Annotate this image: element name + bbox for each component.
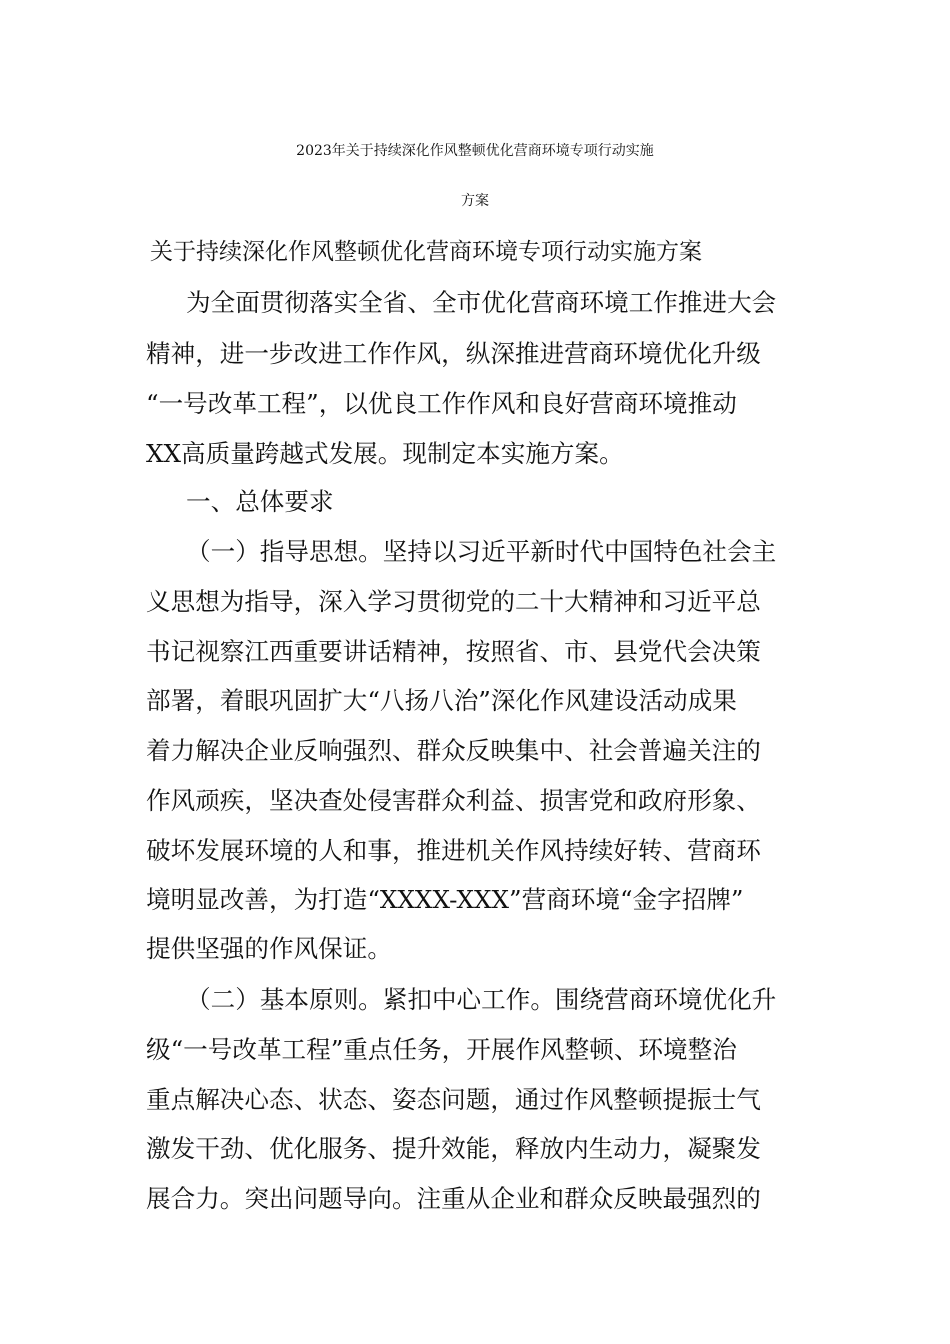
paragraph-line: 书记视察江西重要讲话精神，按照省、市、县党代会决策 [146, 637, 761, 666]
paragraph-line: “一号改革工程”，以优良工作作风和良好营商环境推动 [146, 389, 737, 418]
paragraph-line: 激发干劲、优化服务、提升效能，释放内生动力，凝聚发 [146, 1134, 761, 1163]
paragraph-line: 级“一号改革工程”重点任务，开展作风整顿、环境整治 [146, 1035, 737, 1064]
paragraph-line: 境明显改善，为打造“XXXX-XXX”营商环境“金字招牌” [146, 885, 744, 914]
paragraph-line: 展合力。突出问题导向。注重从企业和群众反映最强烈的 [146, 1184, 761, 1213]
paragraph-line: XX高质量跨越式发展。现制定本实施方案。 [146, 439, 624, 468]
paragraph-line: 破坏发展环境的人和事，推进机关作风持续好转、营商环 [146, 836, 761, 865]
paragraph-line: 提供坚强的作风保证。 [146, 934, 392, 963]
paragraph-line: 作风顽疾，坚决查处侵害群众利益、损害党和政府形象、 [146, 786, 761, 815]
paragraph-line: 精神，进一步改进工作作风，纵深推进营商环境优化升级 [146, 339, 761, 368]
paragraph-line: （一）指导思想。坚持以习近平新时代中国特色社会主 [186, 537, 777, 566]
paragraph-line: （二）基本原则。紧扣中心工作。围绕营商环境优化升 [186, 985, 777, 1014]
paragraph-line: 义思想为指导，深入学习贯彻党的二十大精神和习近平总 [146, 587, 761, 616]
section-heading: 一、总体要求 [186, 487, 334, 516]
document-subtitle: 关于持续深化作风整顿优化营商环境专项行动实施方案 [150, 239, 702, 265]
document-title-line-1: 2023年关于持续深化作风整顿优化营商环境专项行动实施 [296, 143, 654, 159]
paragraph-line: 部署，着眼巩固扩大“八扬八治”深化作风建设活动成果 [146, 686, 737, 715]
paragraph-line: 着力解决企业反响强烈、群众反映集中、社会普遍关注的 [146, 736, 761, 765]
paragraph-line: 为全面贯彻落实全省、全市优化营商环境工作推进大会 [186, 288, 777, 317]
paragraph-line: 重点解决心态、状态、姿态问题，通过作风整顿提振士气 [146, 1085, 761, 1114]
document-title-line-2: 方案 [461, 193, 489, 209]
